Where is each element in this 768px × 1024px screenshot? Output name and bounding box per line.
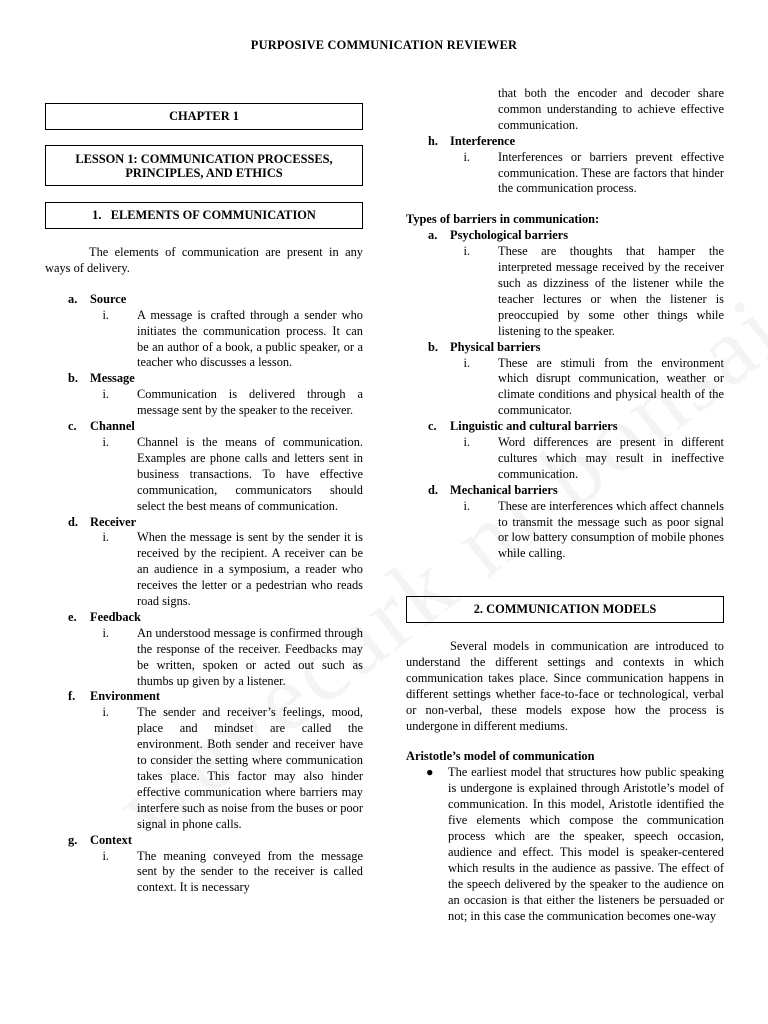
barriers-title: Types of barriers in communication: [406, 212, 600, 227]
barrier-physical [406, 340, 724, 420]
item-label: Source [90, 291, 127, 306]
item-label: Linguistic and cultural barriers [450, 419, 618, 434]
item-text: These are thoughts that hamper the interpreted message received by the receiver such as dizziness of the listener while the teacher lectures or when the listener is preoccupied by some other things while listening to the speaker. [498, 244, 724, 338]
section-2-box [406, 596, 724, 623]
item-label: Physical barriers [450, 339, 541, 354]
list-item-source [45, 292, 363, 372]
item-letter: g. [68, 832, 78, 847]
item-num: i. [102, 705, 109, 720]
lesson-heading: LESSON 1: COMMUNICATION PROCESSES, PRINCIPLES, AND ETHICS [75, 151, 333, 180]
context-continuation: that both the encoder and decoder share common understanding to achieve effective communication. [498, 86, 724, 132]
item-letter: h. [428, 133, 438, 148]
item-text: These are stimuli from the environment which disrupt communication, weather or climate conditions and physical health of the communicator. [498, 355, 724, 418]
item-letter: b. [428, 339, 438, 354]
chapter-box [45, 103, 363, 130]
item-text: Interferences or barriers prevent effective communication. These are factors that hinder the communication process. [498, 149, 724, 196]
item-letter: c. [428, 419, 437, 434]
item-num: i. [102, 625, 109, 640]
barrier-mechanical [406, 483, 724, 563]
item-num: i. [102, 530, 109, 545]
item-num: i. [102, 434, 109, 449]
item-label: Psychological barriers [450, 228, 569, 243]
list-item-message [45, 371, 363, 419]
item-letter: c. [68, 419, 77, 434]
item-letter: d. [68, 514, 78, 529]
chapter-heading: CHAPTER 1 [169, 108, 239, 123]
item-label: Interference [450, 133, 516, 148]
left-body [45, 245, 363, 896]
section-1-heading: 1. ELEMENTS OF COMMUNICATION [92, 207, 316, 222]
item-label: Feedback [90, 609, 141, 624]
item-label: Receiver [90, 514, 137, 529]
item-text: When the message is sent by the sender it is received by the recipient. A receiver can be an audience in a symposium, a reader who receives the letter or a pedestrian who reads road signs. [137, 530, 363, 609]
item-letter: f. [68, 689, 76, 704]
item-label: Channel [90, 419, 135, 434]
item-letter: a. [428, 228, 438, 243]
item-text: The meaning conveyed from the message sent by the sender to the receiver is called context. It is necessary [137, 848, 363, 895]
item-label: Mechanical barriers [450, 482, 558, 497]
item-text: Word differences are present in different cultures which may result in ineffective communication. [498, 435, 724, 481]
item-text: Communication is delivered through a message sent by the speaker to the receiver. [137, 387, 363, 418]
item-text: Channel is the means of communication. Examples are phone calls and letters sent in business transactions. To have effective communication, communicators should select the best means of communication. [137, 434, 363, 513]
item-label: Context [90, 832, 132, 847]
bullet-icon: ● [426, 765, 434, 780]
item-text: An understood message is confirmed through the response of the receiver. Feedbacks may be written, spoken or acted out such as thumbs up given by a listener. [137, 625, 363, 688]
item-letter: a. [68, 291, 78, 306]
list-item-context [45, 833, 363, 897]
item-num: i. [463, 149, 470, 164]
lesson-box [45, 145, 363, 186]
right-body-top [406, 86, 724, 562]
item-num: i. [463, 244, 470, 259]
section-2-heading: 2. COMMUNICATION MODELS [473, 601, 657, 616]
models-intro: Several models in communication are introduced to understand the different settings and contexts in which communication takes place. Since communication happens in different settings whether face-to-face or technological, verbal or non-verbal, these models expose how the process is undergone in different mediums. [406, 639, 724, 733]
item-num: i. [463, 498, 470, 513]
item-text: A message is crafted through a sender who initiates the communication process. It can be an author of a book, a public speaker, or a teacher who discusses a lesson. [137, 307, 363, 370]
aristotle-text: The earliest model that structures how public speaking is undergone is explained through Aristotle’s model of communication. In this model, Aristotle identified the five elements which compose the communication process which are the speaker, speech occasion, audience and effect. This model is speaker-centered which results in the audience as passive. The effect of the speech delivered by the speaker to the audience on an occasion is that either the listeners be persuaded or not; in this case the communication becomes one-way [448, 765, 724, 923]
item-text: The sender and receiver’s feelings, mood, place and mindset are called the environment. Both sender and receiver have to consider the setting where communication takes place. This factor may also hinder effective communication where barriers may interfere such as noise from the buses or poor signal in phone calls. [137, 705, 363, 831]
right-body-bottom [406, 639, 724, 924]
list-item-feedback [45, 610, 363, 690]
list-item-channel [45, 419, 363, 514]
aristotle-bullet-item [406, 765, 724, 924]
item-num: i. [463, 355, 470, 370]
document-title: PURPOSIVE COMMUNICATION REVIEWER [250, 38, 518, 52]
item-letter: e. [68, 609, 77, 624]
item-label: Environment [90, 689, 160, 704]
item-letter: d. [428, 482, 438, 497]
elements-intro: The elements of communication are present in any ways of delivery. [45, 245, 363, 275]
section-1-box [45, 202, 363, 229]
barrier-psychological [406, 228, 724, 339]
list-item-environment [45, 689, 363, 832]
item-num: i. [463, 435, 470, 450]
list-item-receiver [45, 515, 363, 610]
item-num: i. [102, 387, 109, 402]
item-num: i. [102, 848, 109, 863]
item-label: Message [90, 371, 135, 386]
item-text: These are interferences which affect channels to transmit the message such as poor signal or low battery consumption of mobile phones while calling. [498, 498, 724, 561]
list-item-interference [406, 134, 724, 198]
aristotle-title: Aristotle’s model of communication [406, 749, 595, 764]
item-letter: b. [68, 371, 78, 386]
barrier-linguistic [406, 419, 724, 483]
item-num: i. [102, 307, 109, 322]
